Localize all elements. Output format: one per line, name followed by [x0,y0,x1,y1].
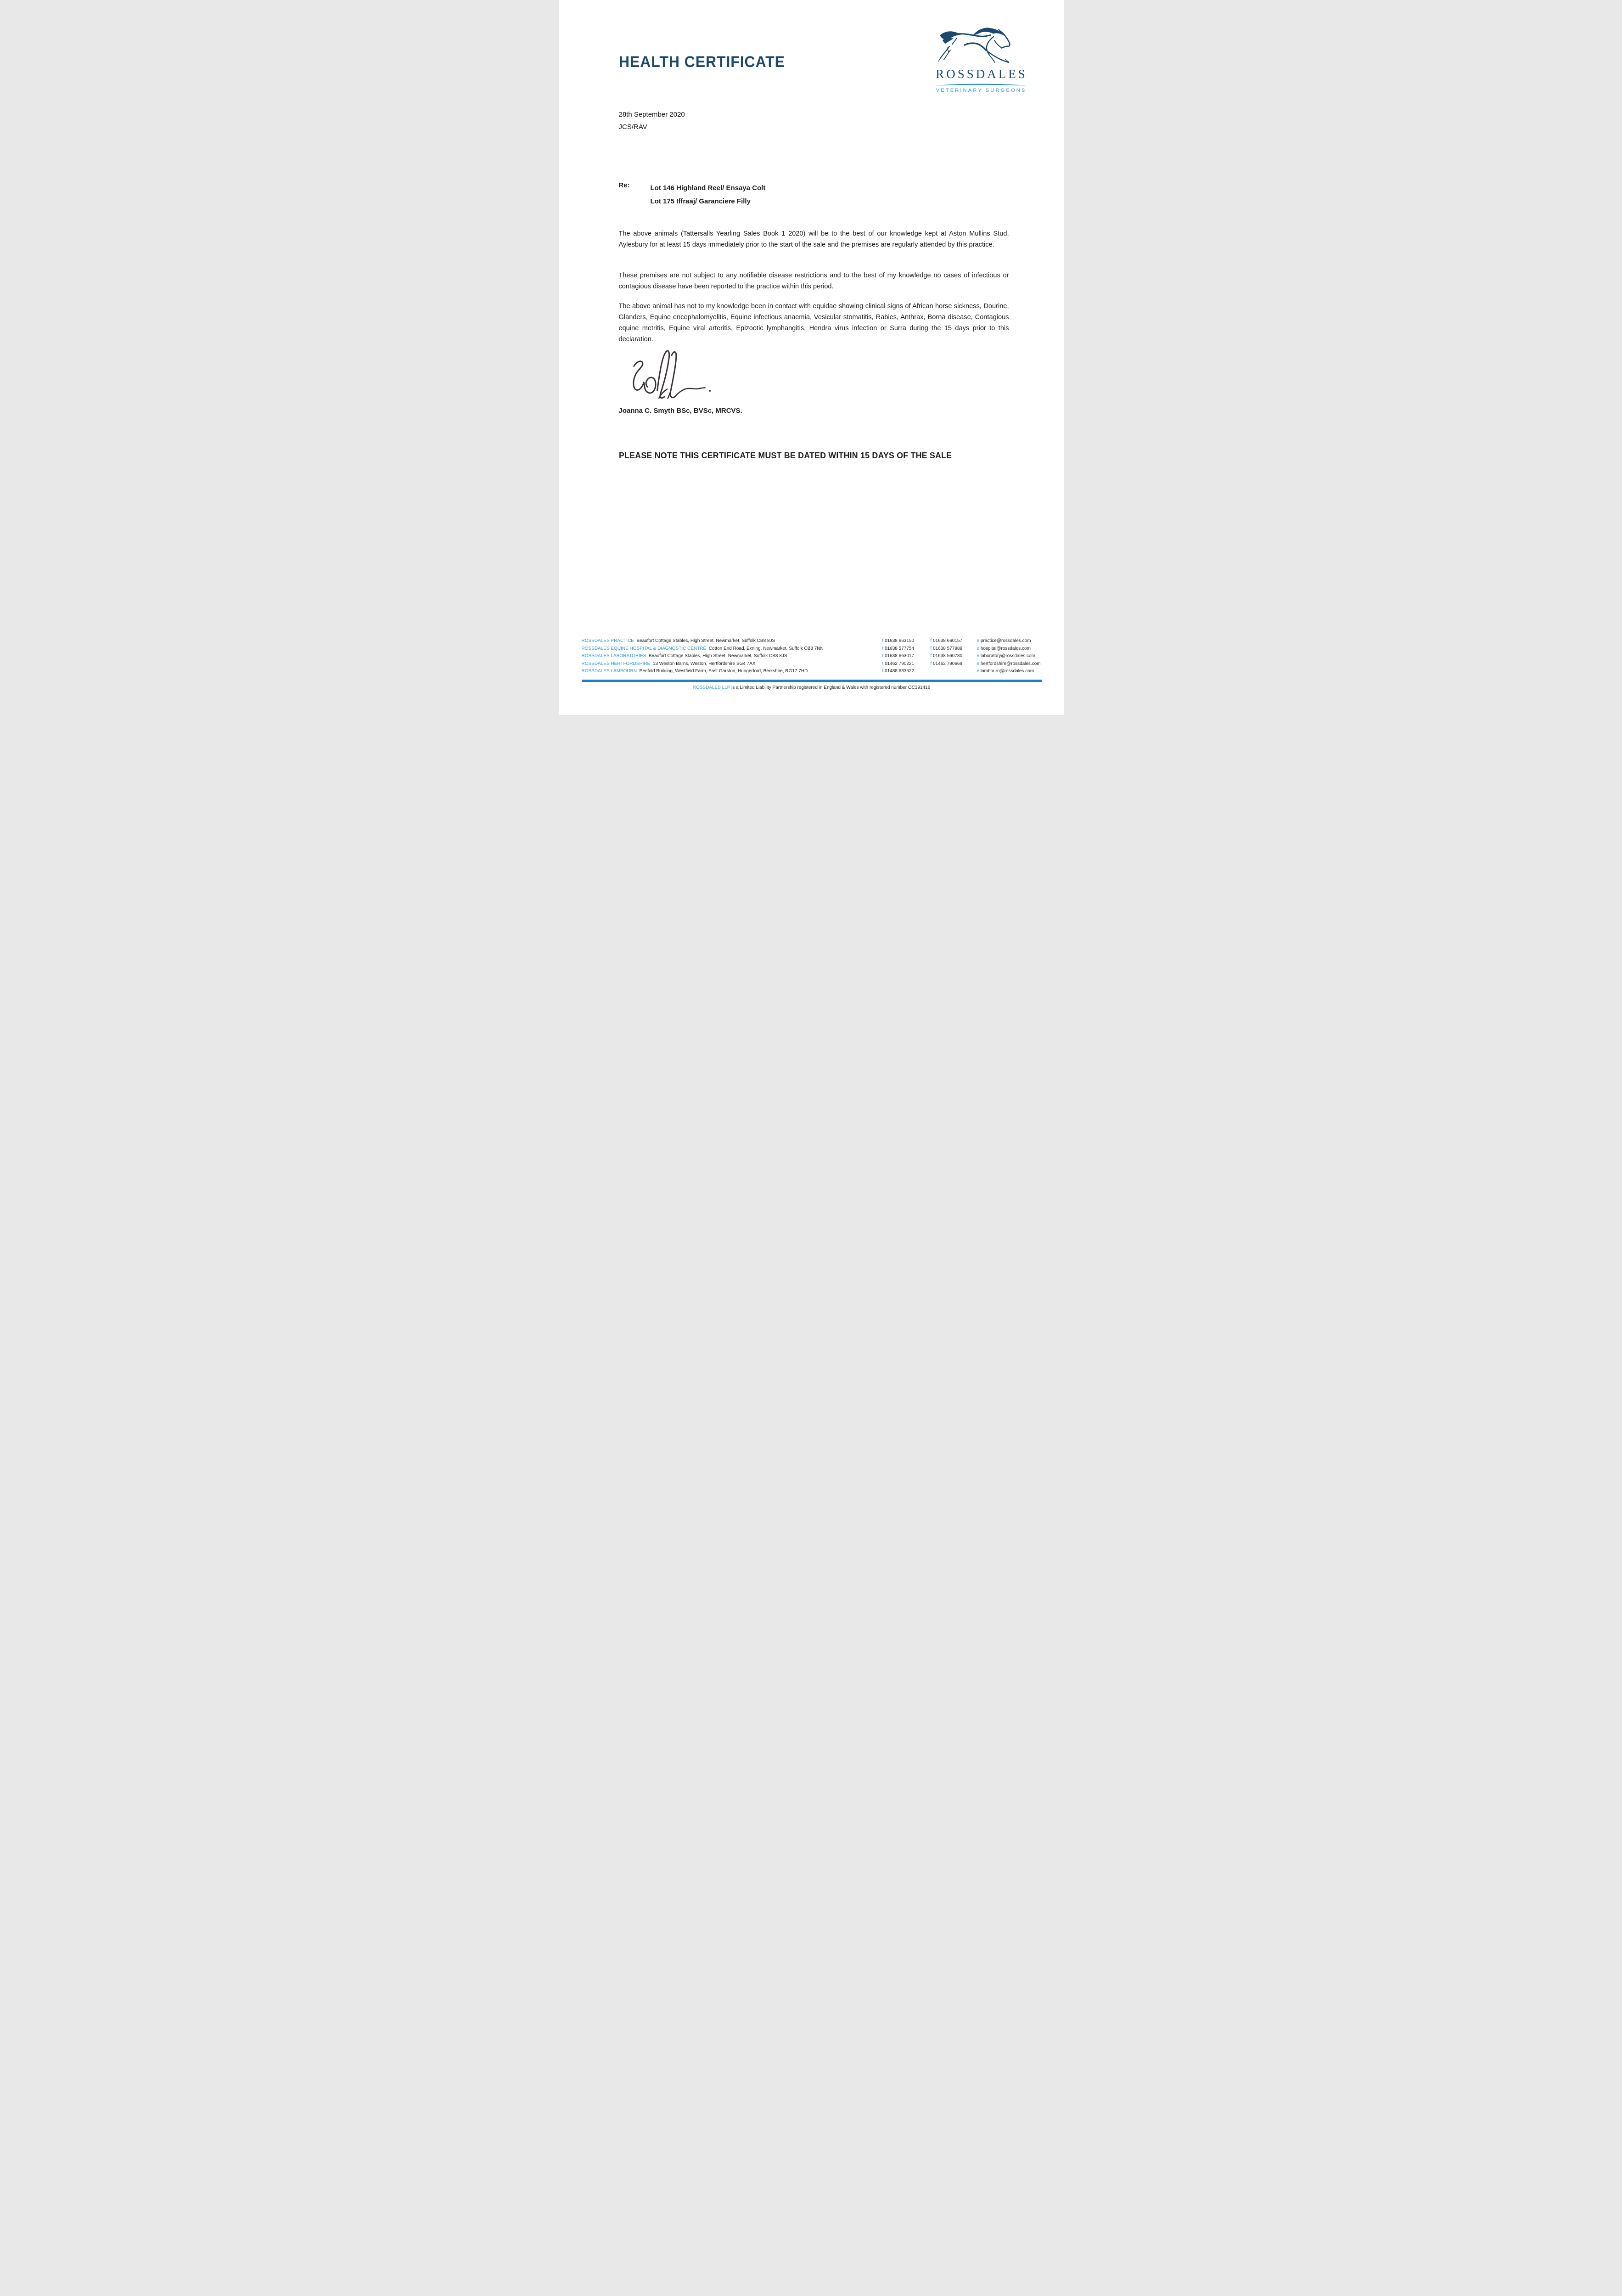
location-phone [882,653,915,660]
location-address: Beaufort Cottage Stables, High Street, Newmarket, Suffolk CB8 8JS [636,638,775,643]
footer-row [582,660,1042,668]
legal-line [582,685,1042,690]
location-address: Beaufort Cottage Stables, High Street, Newmarket, Suffolk CB8 8JS [648,653,787,659]
re-lot-lines [651,181,766,208]
health-certificate-page [559,0,1064,715]
footer-divider-bar [582,680,1042,682]
signature-image [628,349,718,399]
location-email [977,653,1035,660]
tel-number: 01638 663150 [885,638,915,643]
location-name: ROSSDALES LABORATORIES [581,653,646,659]
location-phone [882,637,915,645]
footer-locations [582,637,1042,675]
horse-logo-icon [935,26,1027,64]
email-address: laboratory@rossdales.com [980,653,1035,659]
location-fax [931,660,963,668]
location-name: ROSSDALES PRACTICE [581,638,634,643]
fax-label: f [930,638,932,643]
re-lot-line: Lot 175 Iffraaj/ Garanciere Filly [650,197,751,205]
letter-date: 28th September 2020 [618,111,685,118]
tel-number: 01488 683522 [885,669,915,674]
location-fax [931,645,963,653]
email-label: e [977,638,980,643]
logo-wordmark: ROSSDALES [936,67,1027,81]
re-lot-line: Lot 146 Highland Reel/ Ensaya Colt [650,184,766,192]
rossdales-logo [932,26,1029,93]
tel-label: t [882,638,884,643]
signatory-name: Joanna C. Smyth BSc, BVSc, MRCVS. [618,407,742,415]
location-address: Penfold Building, Westfield Farm, East Garston, Hungerford, Berkshire, RG17 7HD [639,669,808,674]
date-block [619,108,685,133]
footer-row [582,637,1042,645]
location-email [977,637,1031,645]
location-fax [931,637,963,645]
location-email [977,660,1041,668]
fax-label: f [930,661,932,666]
tel-number: 01638 577754 [885,646,915,651]
email-address: practice@rossdales.com [980,638,1031,643]
body-paragraph-2: These premises are not subject to any notifiable disease restrictions and to the best of my knowledge no cases of infectious or contagious disease have been reported to the practice within this period. [618,272,1009,290]
fax-number: 01638 577989 [933,646,963,651]
location-phone [882,660,915,668]
page-title: HEALTH CERTIFICATE [618,53,785,71]
email-address: hertfordshire@rossdales.com [980,661,1041,666]
location-name: ROSSDALES EQUINE HOSPITAL & DIAGNOSTIC CENTRE [581,646,707,651]
location-address: Cotton End Road, Exning, Newmarket, Suffolk CB8 7NN [708,646,824,651]
tel-label: t [882,661,884,666]
location-email [977,645,1031,653]
footer-row [582,668,1042,675]
tel-number: 01638 663017 [885,653,915,659]
email-label: e [977,653,980,659]
re-label: Re: [618,181,630,189]
email-address: hospital@rossdales.com [980,646,1031,651]
location-phone [882,668,915,675]
letter-reference: JCS/RAV [618,123,647,131]
fax-number: 01462 790669 [933,661,963,666]
fax-number: 01638 560780 [933,653,963,659]
body-paragraph-3: The above animal has not to my knowledge been in contact with equidae showing clinical signs of African horse sickness, Dourine, Glanders, Equine encephalomyelitis, Equine infectious anaemia, Vesicular stomatitis, Rabies, Anthrax, Borna disease, Contagious equine metritis, Equine viral arteritis, Epizootic lymphangitis, Hendra virus infection or Surra during the 15 days prior to this declaration. [618,303,1009,343]
legal-text: is a Limited Liability Partnership registered in England & Wales with registered number OC391416 [731,685,931,690]
fax-number: 01638 660157 [933,638,963,643]
footer-row [582,653,1042,660]
location-fax [931,653,963,660]
email-label: e [977,646,980,651]
tel-label: t [882,646,884,651]
logo-tagline: VETERINARY SURGEONS [936,88,1027,93]
fax-label: f [930,646,932,651]
location-phone [882,645,915,653]
fax-label: f [930,653,932,659]
tel-label: t [882,669,884,674]
email-label: e [977,669,980,674]
notice-line: PLEASE NOTE THIS CERTIFICATE MUST BE DATED WITHIN 15 DAYS OF THE SALE [618,451,952,460]
legal-company-name: ROSSDALES LLP [692,685,730,690]
location-name: ROSSDALES HERTFORDSHIRE [581,661,651,666]
tel-label: t [882,653,884,659]
email-address: lambourn@rossdales.com [980,669,1034,674]
location-name: ROSSDALES LAMBOURN [581,669,637,674]
tel-number: 01462 790221 [885,661,915,666]
logo-swoosh [935,83,1026,86]
body-paragraph-1: The above animals (Tattersalls Yearling Sales Book 1 2020) will be to the best of our knowledge kept at Aston Mullins Stud, Aylesbury for at least 15 days immediately prior to the start of the sale and the premises are regularly attended by this practice. [618,230,1009,248]
footer-row [582,645,1042,653]
location-email [977,668,1034,675]
location-address: 13 Weston Barns, Weston, Hertfordshire SG4 7AX [652,661,756,666]
email-label: e [977,661,980,666]
